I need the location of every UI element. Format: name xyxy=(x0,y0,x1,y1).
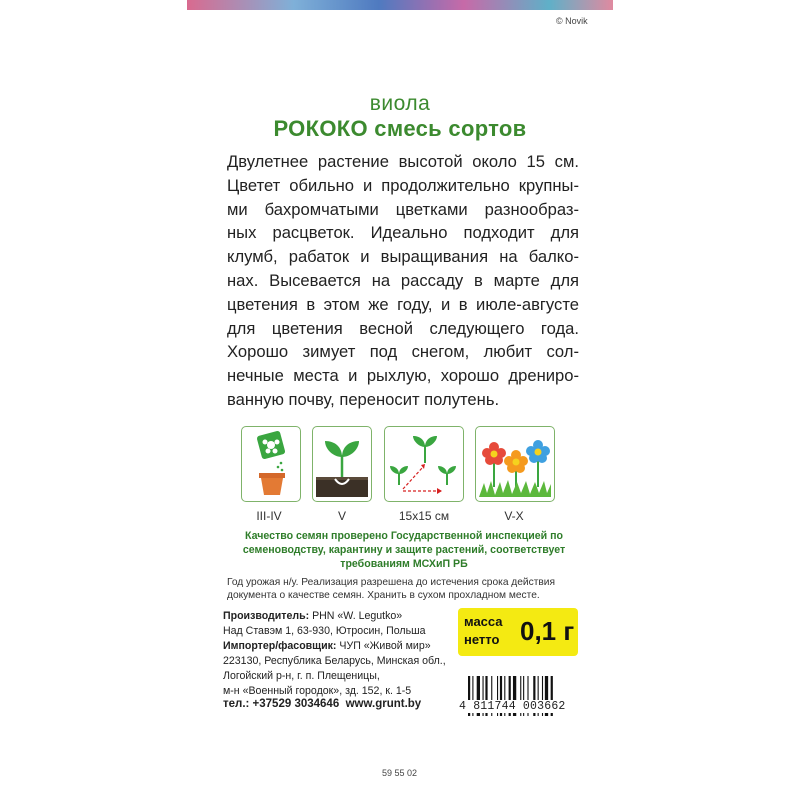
description xyxy=(227,150,579,412)
product-code: 59 55 02 xyxy=(382,768,418,778)
description-line: нечные места и рыхлую, хорошо дрениро- xyxy=(227,366,579,386)
net-weight-value: 0,1 г xyxy=(520,616,575,646)
flowers-icon xyxy=(475,426,555,502)
harvest-notice xyxy=(227,577,587,602)
spacing-icon xyxy=(384,426,464,502)
quality-line: требованиям МСХиП РБ xyxy=(340,558,468,571)
contact-line: тел.: +37529 3034646 www.grunt.by xyxy=(223,698,422,710)
description-line: для цветения весной следующего года. xyxy=(227,318,579,338)
importer-address: Логойский р-н, г. п. Плещеницы, xyxy=(223,670,380,682)
harvest-line: Год урожая н/у. Реализация разрешена до истечения срока действия xyxy=(227,577,555,588)
description-line: клумб, рабаток и выращивания на балко- xyxy=(227,247,579,267)
quality-notice xyxy=(232,529,576,572)
description-line: Хорошо зимует под снегом, любит сол- xyxy=(227,342,579,362)
description-line: ных расцветок. Идеально подходит для xyxy=(227,223,579,243)
producer-label: Производитель: xyxy=(223,610,310,622)
quality-line: семеноводству, карантину и защите растений, соответствует xyxy=(242,544,566,557)
description-line: цветения в этом же году, и в июле-августе xyxy=(227,294,579,314)
description-line: ванную почву, переносит полутень. xyxy=(227,389,500,409)
description-line: нах. Высевается на рассаду в марте для xyxy=(227,270,579,290)
product-subtitle: виола xyxy=(369,92,431,115)
icon-label: III-IV xyxy=(256,509,282,523)
icon-label: V xyxy=(337,509,346,523)
description-line: Цветет обильно и продолжительно крупны- xyxy=(227,175,579,195)
importer-address: м-н «Военный городок», зд. 152, к. 1-5 xyxy=(223,685,412,697)
harvest-line: документа о качестве семян. Хранить в сухом прохладном месте. xyxy=(227,589,540,601)
copyright: © Novik xyxy=(556,16,588,26)
seedling-pot-icon xyxy=(241,426,301,502)
barcode-number: 4 811744 003662 xyxy=(459,700,566,713)
sprout-in-soil-icon xyxy=(312,426,372,502)
producer-address: Над Ставэм 1, 63-930, Ютросин, Польша xyxy=(223,625,426,637)
product-title: РОКОКО смесь сортов xyxy=(273,116,527,141)
net-weight-label: масса xyxy=(464,614,503,629)
net-weight-label: нетто xyxy=(464,632,500,647)
icon-label: 15x15 см xyxy=(398,509,450,523)
manufacturer-info xyxy=(223,609,463,699)
producer-name: PHN «W. Legutko» xyxy=(309,610,403,622)
importer-name: ЧУП «Живой мир» xyxy=(336,640,431,652)
icon-label: V-X xyxy=(504,509,524,523)
quality-line: Качество семян проверено Государственной инспекцией по xyxy=(245,530,563,542)
description-line: Двулетнее растение высотой около 15 см. xyxy=(227,152,579,171)
product-photo-strip xyxy=(187,0,613,10)
importer-label: Импортер/фасовщик: xyxy=(223,640,337,652)
importer-address: 223130, Республика Беларусь, Минская обл., xyxy=(223,655,446,667)
description-line: ми бахромчатыми цветками разнообраз- xyxy=(227,199,579,219)
net-weight-badge xyxy=(458,608,578,656)
